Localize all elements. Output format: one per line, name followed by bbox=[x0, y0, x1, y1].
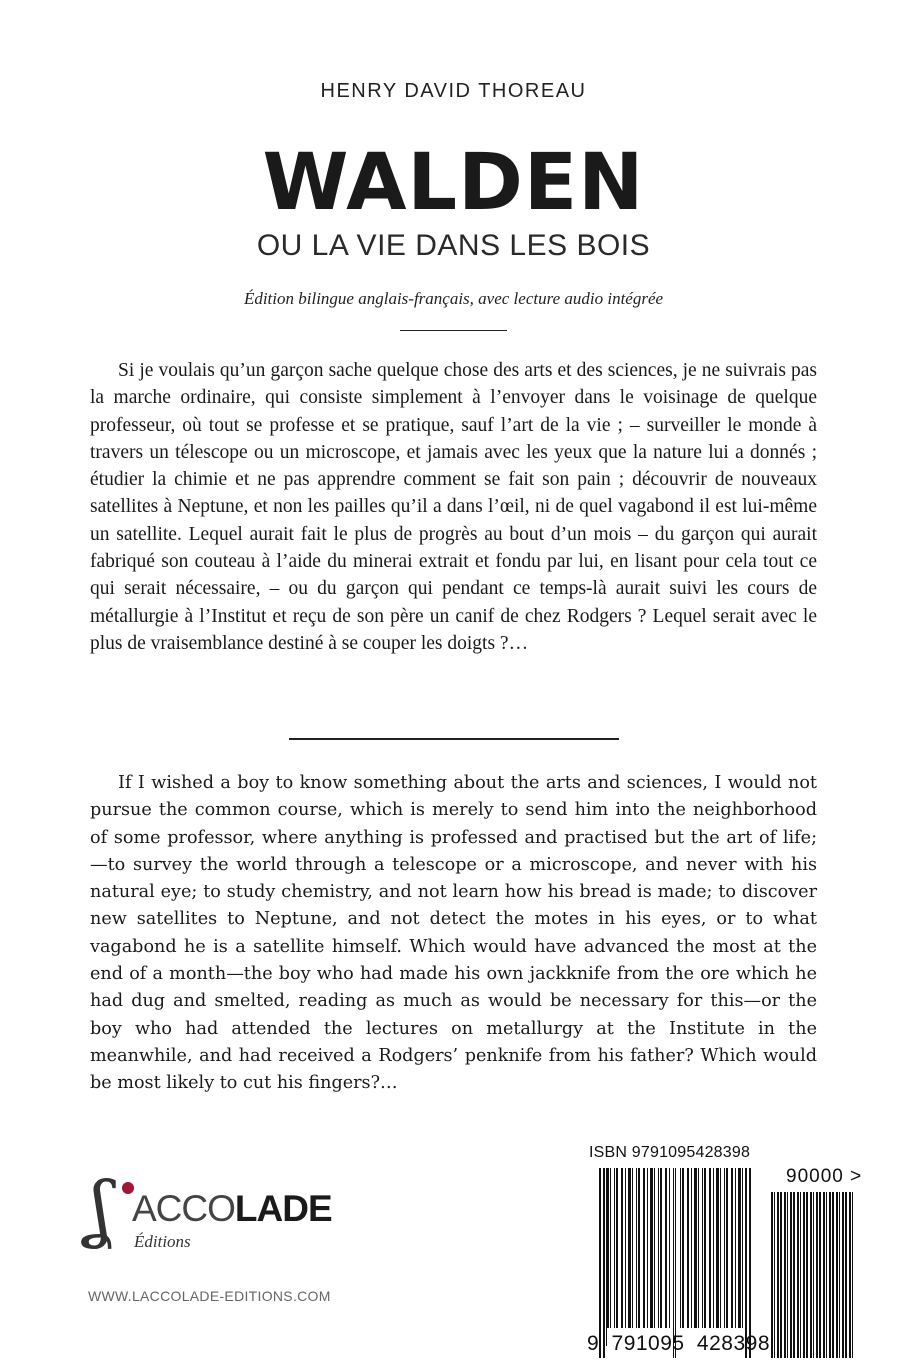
addon-bars bbox=[771, 1192, 853, 1358]
barcode-guard-center bbox=[672, 1168, 678, 1358]
logo-sub: Éditions bbox=[134, 1232, 191, 1251]
publisher-logo bbox=[86, 1166, 332, 1258]
barcode-guard-right bbox=[745, 1168, 751, 1358]
excerpt-french: Si je voulais qu’un garçon sache quelque chose des arts et des sciences, je ne suivrais pas la marche ordinaire, qui consiste simplement à l’envoyer dans le voisinage de quelque professeur, où tout se professe et se pratique, sauf l’art de la vie ; – surveiller le monde à travers un télescope ou un microscope, et jamais avec les yeux que la nature lui a donnés ; étudier la chimie et ne pas apprendre comment se fait son pain ; découvrir de nouveaux satellites à Neptune, et non les pailles qu’il a dans l’œil, ni de quel vagabond il est lui-même un satellite. Lequel aurait fait le plus de progrès au bout d’un mois – du garçon qui aurait fabriqué son couteau à l’aide du minerai extrait et fondu par lui, en lisant pour cela tout ce qui serait nécessaire, – ou du garçon qui pendant ce temps-là aurait suivi les cours de métallurgie à l’Institut et reçu de son père un canif de chez Rodgers ? Lequel serait avec le plus de vraisemblance destiné à se couper les doigts ?… bbox=[90, 360, 817, 654]
isbn-barcode bbox=[579, 1142, 875, 1360]
book-subtitle: OU LA VIE DANS LES BOIS bbox=[256, 229, 651, 262]
divider-long bbox=[289, 738, 619, 740]
logo-name-light: ACCO bbox=[132, 1188, 235, 1229]
isbn-label: ISBN 9791095428398 bbox=[589, 1144, 751, 1161]
divider-short bbox=[400, 330, 507, 331]
barcode-number: 9 791095 428398 bbox=[587, 1332, 770, 1355]
logo-name bbox=[132, 1188, 332, 1230]
publisher-website: WWW.LACCOLADE-EDITIONS.COM bbox=[88, 1288, 331, 1304]
book-title: WALDEN bbox=[262, 138, 645, 228]
author-name: HENRY DAVID THOREAU bbox=[320, 80, 587, 102]
logo-swash-icon: ʆ bbox=[88, 1166, 112, 1250]
addon-label: 90000 > bbox=[786, 1166, 863, 1187]
barcode-guard-left bbox=[599, 1168, 605, 1358]
excerpt-english: If I wished a boy to know something about the arts and sciences, I would not pursue the common course, which is merely to send him into the neighborhood of some professor, where anything is professed and practised but the art of life;—to survey the world through a telescope or a microscope, and never with his natural eye; to study chemistry, and not learn how his bread is made; to discover new satellites to Neptune, and not detect the motes in his eyes, or to what vagabond he is a satellite himself. Which would have advanced the most at the end of a month—the boy who had made his own jackknife from the ore which he had dug and smelted, reading as much as would be necessary for this—or the boy who had attended the lectures on metallurgy at the Institute in the meanwhile, and had received a Rodgers’ penknife from his father? Which would be most likely to cut his fingers?… bbox=[90, 773, 817, 1094]
edition-note: Édition bilingue anglais-français, avec lecture audio intégrée bbox=[243, 289, 664, 308]
logo-name-bold: LADE bbox=[234, 1188, 332, 1229]
